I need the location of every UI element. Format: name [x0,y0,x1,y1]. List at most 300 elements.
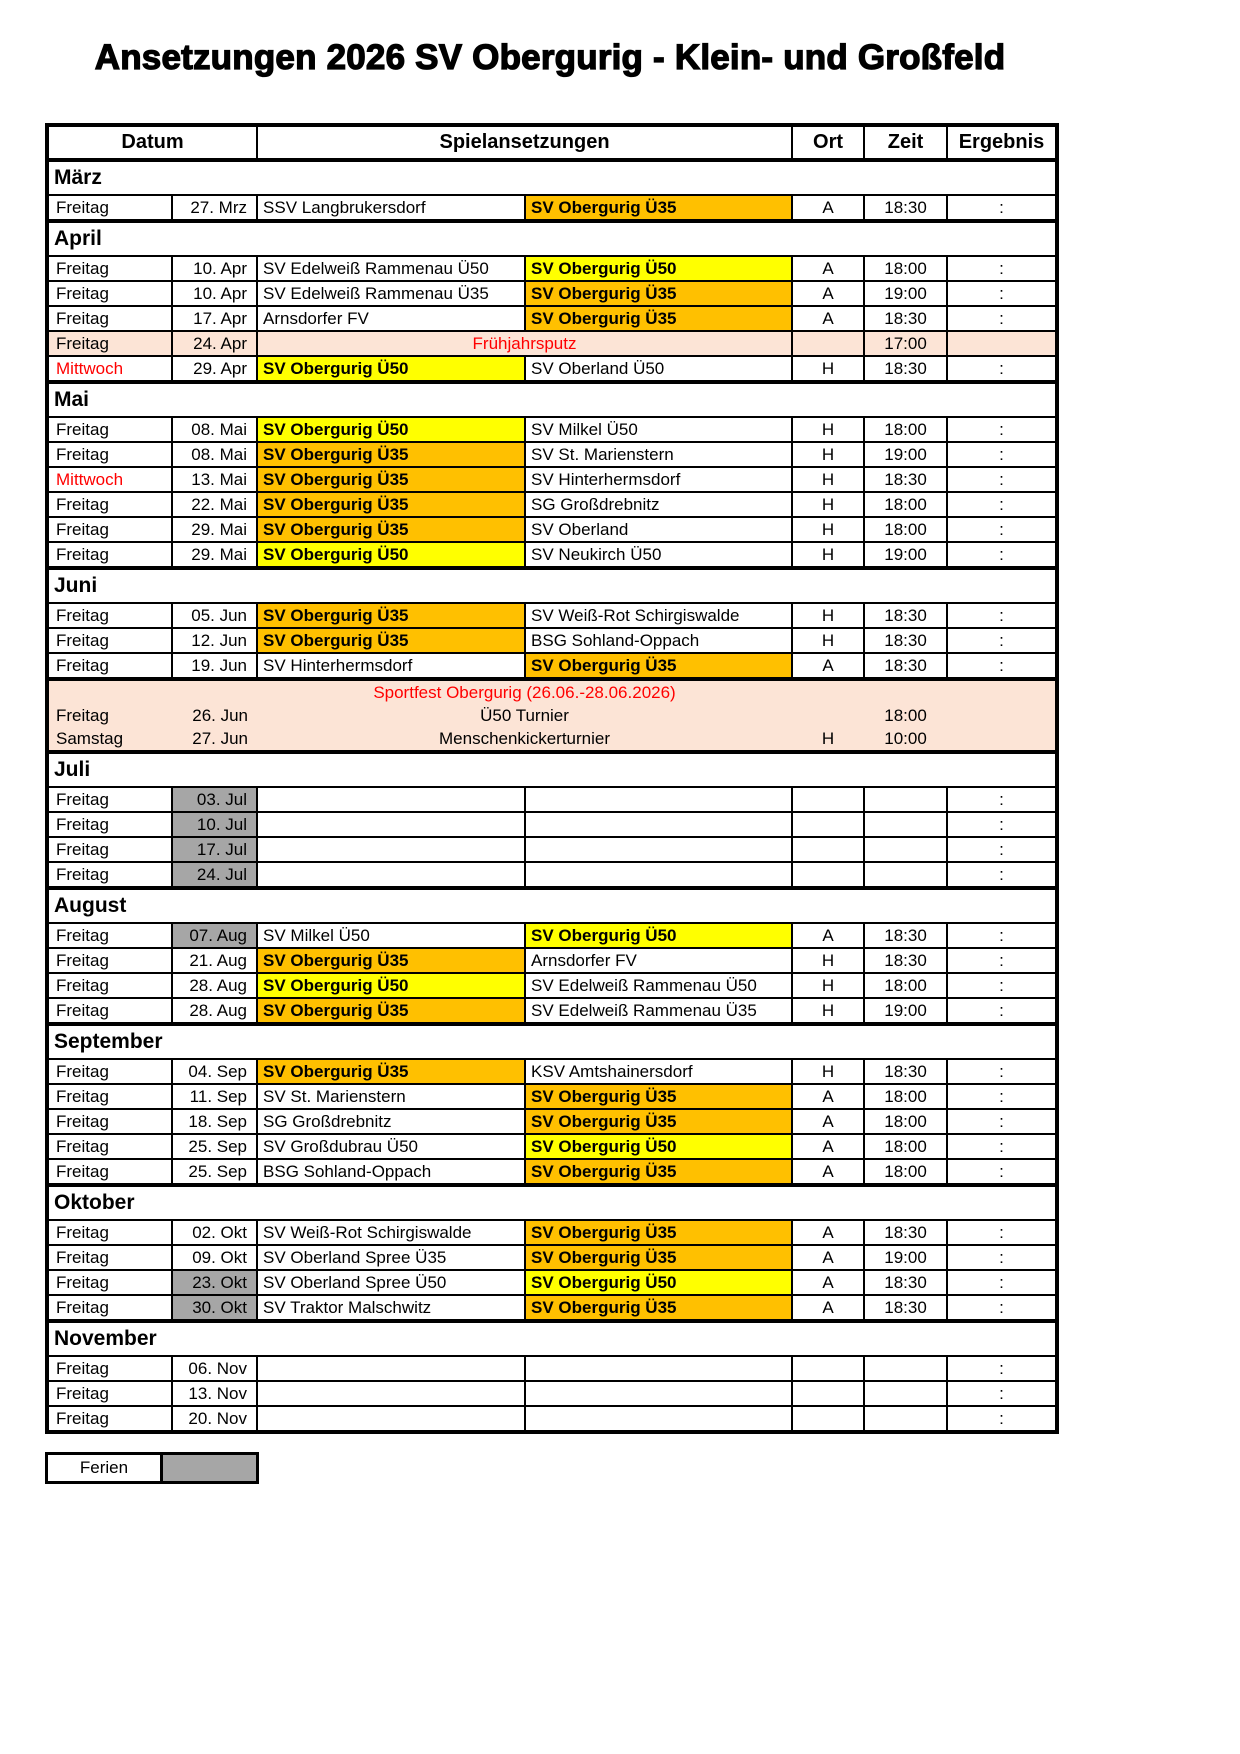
day-cell: Mittwoch [47,356,172,382]
home-team-cell: SV Weiß-Rot Schirgiswalde [257,1220,525,1245]
month-header-row [47,568,1057,603]
away-team-cell: SV Obergurig Ü35 [525,653,792,679]
home-team-cell [257,787,525,812]
ergebnis-cell: : [947,492,1057,517]
match-row [47,603,1057,628]
match-row [47,948,1057,973]
month-header-row [47,1024,1057,1059]
ort-cell: A [792,1084,864,1109]
ergebnis-cell: : [947,1295,1057,1321]
zeit-cell: 18:00 [864,1159,947,1185]
home-team-cell: SV Obergurig Ü50 [257,417,525,442]
ergebnis-cell: : [947,306,1057,331]
home-team-cell [257,1406,525,1432]
home-team-cell [257,812,525,837]
column-header-datum: Datum [47,125,257,160]
match-row [47,1084,1057,1109]
ergebnis-cell: : [947,195,1057,221]
match-row [47,542,1057,568]
date-cell: 25. Sep [172,1159,257,1185]
ort-cell [792,812,864,837]
ergebnis-cell [947,331,1057,356]
match-row [47,1295,1057,1321]
zeit-cell: 18:30 [864,628,947,653]
ergebnis-cell: : [947,1159,1057,1185]
date-cell: 26. Jun [172,704,257,727]
zeit-cell: 19:00 [864,998,947,1024]
match-row [47,492,1057,517]
match-row [47,1220,1057,1245]
match-row [47,442,1057,467]
zeit-cell [864,787,947,812]
away-team-cell [525,862,792,888]
date-cell: 04. Sep [172,1059,257,1084]
column-header-zeit: Zeit [864,125,947,160]
month-header-row [47,752,1057,787]
day-cell: Freitag [47,195,172,221]
day-cell [47,679,172,704]
home-team-cell: SV Obergurig Ü35 [257,998,525,1024]
home-team-cell: SSV Langbrukersdorf [257,195,525,221]
ort-cell: H [792,542,864,568]
zeit-cell: 18:30 [864,1295,947,1321]
ort-cell: A [792,256,864,281]
ort-cell [792,787,864,812]
match-row [47,467,1057,492]
zeit-cell: 19:00 [864,281,947,306]
match-row [47,998,1057,1024]
zeit-cell [864,862,947,888]
day-cell: Freitag [47,1381,172,1406]
ergebnis-cell: : [947,281,1057,306]
home-team-cell: Arnsdorfer FV [257,306,525,331]
event-name-cell: Ü50 Turnier [257,704,792,727]
away-team-cell: SV Obergurig Ü50 [525,256,792,281]
ort-cell [792,1381,864,1406]
away-team-cell: KSV Amtshainersdorf [525,1059,792,1084]
match-row [47,1059,1057,1084]
date-cell: 30. Okt [172,1295,257,1321]
home-team-cell: SV Obergurig Ü35 [257,1059,525,1084]
date-cell: 29. Mai [172,542,257,568]
away-team-cell: Arnsdorfer FV [525,948,792,973]
day-cell: Freitag [47,787,172,812]
month-label: Oktober [47,1185,1057,1220]
away-team-cell: SV Obergurig Ü35 [525,1084,792,1109]
header-row [47,125,1057,160]
ergebnis-cell [947,727,1057,752]
ort-cell [792,331,864,356]
home-team-cell [257,837,525,862]
day-cell: Freitag [47,1059,172,1084]
day-cell: Freitag [47,1084,172,1109]
away-team-cell: SV Obergurig Ü35 [525,1220,792,1245]
home-team-cell: SV Obergurig Ü50 [257,542,525,568]
date-cell [172,679,257,704]
sportfest-event-row [47,704,1057,727]
ort-cell: A [792,1109,864,1134]
ergebnis-cell: : [947,812,1057,837]
ergebnis-cell: : [947,1134,1057,1159]
home-team-cell: SV Edelweiß Rammenau Ü35 [257,281,525,306]
day-cell: Freitag [47,442,172,467]
away-team-cell: SV Obergurig Ü35 [525,1109,792,1134]
home-team-cell: SV Hinterhermsdorf [257,653,525,679]
date-cell: 21. Aug [172,948,257,973]
away-team-cell [525,1406,792,1432]
match-row [47,1159,1057,1185]
away-team-cell: SV Milkel Ü50 [525,417,792,442]
away-team-cell [525,812,792,837]
legend-ferien-swatch [163,1455,256,1481]
home-team-cell: SV Milkel Ü50 [257,923,525,948]
ort-cell: A [792,1270,864,1295]
day-cell: Freitag [47,973,172,998]
month-label: April [47,221,1057,256]
ergebnis-cell: : [947,417,1057,442]
zeit-cell: 18:30 [864,467,947,492]
day-cell: Freitag [47,1220,172,1245]
ergebnis-cell: : [947,923,1057,948]
home-team-cell: SV Traktor Malschwitz [257,1295,525,1321]
sportfest-event-row [47,727,1057,752]
date-cell: 13. Nov [172,1381,257,1406]
day-cell: Freitag [47,603,172,628]
ort-cell: A [792,1245,864,1270]
zeit-cell [864,1381,947,1406]
column-header-spielansetzungen: Spielansetzungen [257,125,792,160]
match-row [47,628,1057,653]
date-cell: 19. Jun [172,653,257,679]
month-label: Juni [47,568,1057,603]
match-row [47,653,1057,679]
zeit-cell [864,812,947,837]
zeit-cell: 18:00 [864,256,947,281]
month-label: März [47,160,1057,195]
date-cell: 10. Jul [172,812,257,837]
away-team-cell: SV Obergurig Ü35 [525,306,792,331]
zeit-cell: 18:30 [864,1270,947,1295]
home-team-cell: SV Obergurig Ü35 [257,517,525,542]
ergebnis-cell: : [947,628,1057,653]
match-row [47,1356,1057,1381]
zeit-cell: 18:00 [864,517,947,542]
date-cell: 28. Aug [172,998,257,1024]
ort-cell [792,862,864,888]
match-row [47,1406,1057,1432]
home-team-cell: SV Obergurig Ü35 [257,628,525,653]
date-cell: 17. Jul [172,837,257,862]
ort-cell: H [792,492,864,517]
ergebnis-cell [947,704,1057,727]
zeit-cell [864,1406,947,1432]
ort-cell: H [792,948,864,973]
ergebnis-cell: : [947,1356,1057,1381]
date-cell: 06. Nov [172,1356,257,1381]
zeit-cell: 19:00 [864,442,947,467]
away-team-cell: SV Edelweiß Rammenau Ü50 [525,973,792,998]
zeit-cell: 18:00 [864,704,947,727]
home-team-cell [257,1381,525,1406]
match-row [47,1109,1057,1134]
zeit-cell: 18:30 [864,1059,947,1084]
match-row [47,862,1057,888]
month-label: August [47,888,1057,923]
match-row [47,256,1057,281]
away-team-cell: SV Obergurig Ü50 [525,923,792,948]
ort-cell: A [792,1220,864,1245]
ort-cell: H [792,356,864,382]
day-cell: Freitag [47,417,172,442]
away-team-cell: SV Obergurig Ü35 [525,281,792,306]
zeit-cell: 18:00 [864,1109,947,1134]
day-cell: Freitag [47,1134,172,1159]
ergebnis-cell: : [947,948,1057,973]
ort-cell [792,704,864,727]
day-cell: Freitag [47,998,172,1024]
date-cell: 29. Apr [172,356,257,382]
match-row [47,923,1057,948]
day-cell: Freitag [47,542,172,568]
date-cell: 27. Jun [172,727,257,752]
sportfest-title-row [47,679,1057,704]
ort-cell: H [792,727,864,752]
home-team-cell: SV Edelweiß Rammenau Ü50 [257,256,525,281]
ergebnis-cell: : [947,1270,1057,1295]
away-team-cell: SV Obergurig Ü50 [525,1134,792,1159]
home-team-cell [257,1356,525,1381]
away-team-cell: SV Oberland [525,517,792,542]
zeit-cell: 18:00 [864,492,947,517]
day-cell: Freitag [47,1159,172,1185]
day-cell: Freitag [47,1356,172,1381]
ergebnis-cell: : [947,653,1057,679]
match-row [47,195,1057,221]
ort-cell: A [792,195,864,221]
page-title: Ansetzungen 2026 SV Obergurig - Klein- und Großfeld [94,38,1006,77]
ort-cell: H [792,517,864,542]
date-cell: 10. Apr [172,281,257,306]
table-header [47,125,1057,160]
ergebnis-cell: : [947,467,1057,492]
zeit-cell: 18:00 [864,1084,947,1109]
zeit-cell: 18:30 [864,923,947,948]
month-label: September [47,1024,1057,1059]
zeit-cell: 10:00 [864,727,947,752]
ergebnis-cell: : [947,356,1057,382]
zeit-cell: 18:30 [864,356,947,382]
ergebnis-cell: : [947,1381,1057,1406]
ergebnis-cell: : [947,256,1057,281]
away-team-cell: SV St. Marienstern [525,442,792,467]
home-team-cell: SV Obergurig Ü35 [257,948,525,973]
ergebnis-cell: : [947,998,1057,1024]
match-row [47,837,1057,862]
day-cell: Freitag [47,331,172,356]
day-cell: Freitag [47,812,172,837]
zeit-cell [864,837,947,862]
event-name-cell: Menschenkickerturnier [257,727,792,752]
date-cell: 22. Mai [172,492,257,517]
ergebnis-cell: : [947,442,1057,467]
away-team-cell: SV Obergurig Ü50 [525,1270,792,1295]
ort-cell: H [792,442,864,467]
day-cell: Mittwoch [47,467,172,492]
month-header-row [47,221,1057,256]
home-team-cell: SV St. Marienstern [257,1084,525,1109]
home-team-cell: SV Obergurig Ü50 [257,973,525,998]
match-row [47,973,1057,998]
zeit-cell [864,679,947,704]
match-row [47,787,1057,812]
match-row [47,1245,1057,1270]
day-cell: Freitag [47,704,172,727]
day-cell: Freitag [47,1245,172,1270]
ort-cell: H [792,973,864,998]
away-team-cell: SV Hinterhermsdorf [525,467,792,492]
zeit-cell: 18:30 [864,603,947,628]
day-cell: Freitag [47,628,172,653]
match-row [47,356,1057,382]
zeit-cell: 18:30 [864,1220,947,1245]
day-cell: Freitag [47,653,172,679]
day-cell: Freitag [47,923,172,948]
month-header-row [47,1321,1057,1356]
home-team-cell: SV Großdubrau Ü50 [257,1134,525,1159]
away-team-cell [525,1381,792,1406]
date-cell: 07. Aug [172,923,257,948]
zeit-cell: 19:00 [864,1245,947,1270]
ergebnis-cell [947,679,1057,704]
away-team-cell [525,837,792,862]
home-team-cell: SV Obergurig Ü35 [257,442,525,467]
column-header-ort: Ort [792,125,864,160]
ort-cell: A [792,281,864,306]
zeit-cell: 18:00 [864,1134,947,1159]
away-team-cell: SG Großdrebnitz [525,492,792,517]
away-team-cell: BSG Sohland-Oppach [525,628,792,653]
date-cell: 02. Okt [172,1220,257,1245]
day-cell: Freitag [47,948,172,973]
home-team-cell [257,862,525,888]
ort-cell: A [792,923,864,948]
ort-cell: A [792,653,864,679]
home-team-cell: BSG Sohland-Oppach [257,1159,525,1185]
day-cell: Freitag [47,837,172,862]
ergebnis-cell: : [947,1406,1057,1432]
home-team-cell: SV Oberland Spree Ü50 [257,1270,525,1295]
ort-cell: H [792,467,864,492]
zeit-cell: 18:30 [864,653,947,679]
day-cell: Freitag [47,281,172,306]
match-row [47,517,1057,542]
home-team-cell: SV Obergurig Ü35 [257,603,525,628]
date-cell: 05. Jun [172,603,257,628]
date-cell: 10. Apr [172,256,257,281]
away-team-cell [525,787,792,812]
month-header-row [47,888,1057,923]
day-cell: Freitag [47,517,172,542]
ort-cell: A [792,306,864,331]
away-team-cell: SV Obergurig Ü35 [525,1159,792,1185]
date-cell: 24. Apr [172,331,257,356]
ort-cell [792,1406,864,1432]
month-header-row [47,160,1057,195]
away-team-cell: SV Weiß-Rot Schirgiswalde [525,603,792,628]
day-cell: Freitag [47,862,172,888]
day-cell: Freitag [47,492,172,517]
match-row [47,417,1057,442]
ergebnis-cell: : [947,1084,1057,1109]
month-label: Juli [47,752,1057,787]
ergebnis-cell: : [947,787,1057,812]
away-team-cell [525,1356,792,1381]
sportfest-title: Sportfest Obergurig (26.06.-28.06.2026) [257,679,792,704]
ort-cell: H [792,628,864,653]
date-cell: 12. Jun [172,628,257,653]
month-header-row [47,382,1057,417]
away-team-cell: SV Obergurig Ü35 [525,195,792,221]
date-cell: 27. Mrz [172,195,257,221]
ort-cell [792,679,864,704]
legend-ferien-label: Ferien [48,1455,163,1481]
zeit-cell: 17:00 [864,331,947,356]
match-row [47,1381,1057,1406]
home-team-cell: SG Großdrebnitz [257,1109,525,1134]
date-cell: 13. Mai [172,467,257,492]
date-cell: 03. Jul [172,787,257,812]
zeit-cell: 19:00 [864,542,947,568]
table-body [47,160,1057,1432]
event-row [47,331,1057,356]
match-row [47,306,1057,331]
date-cell: 18. Sep [172,1109,257,1134]
match-row [47,1270,1057,1295]
match-row [47,281,1057,306]
day-cell: Freitag [47,306,172,331]
date-cell: 08. Mai [172,442,257,467]
month-label: Mai [47,382,1057,417]
zeit-cell: 18:30 [864,306,947,331]
ergebnis-cell: : [947,837,1057,862]
zeit-cell: 18:30 [864,195,947,221]
away-team-cell: SV Obergurig Ü35 [525,1245,792,1270]
date-cell: 20. Nov [172,1406,257,1432]
day-cell: Freitag [47,256,172,281]
event-name-cell: Frühjahrsputz [257,331,792,356]
ort-cell: A [792,1159,864,1185]
ergebnis-cell: : [947,1109,1057,1134]
home-team-cell: SV Obergurig Ü35 [257,492,525,517]
legend [45,1452,259,1484]
ergebnis-cell: : [947,1059,1057,1084]
day-cell: Freitag [47,1270,172,1295]
ort-cell: A [792,1295,864,1321]
ort-cell: H [792,1059,864,1084]
ort-cell [792,837,864,862]
day-cell: Freitag [47,1109,172,1134]
ergebnis-cell: : [947,542,1057,568]
ort-cell: H [792,603,864,628]
column-header-ergebnis: Ergebnis [947,125,1057,160]
home-team-cell: SV Obergurig Ü35 [257,467,525,492]
zeit-cell: 18:00 [864,973,947,998]
away-team-cell: SV Edelweiß Rammenau Ü35 [525,998,792,1024]
ergebnis-cell: : [947,1220,1057,1245]
date-cell: 09. Okt [172,1245,257,1270]
date-cell: 11. Sep [172,1084,257,1109]
home-team-cell: SV Obergurig Ü50 [257,356,525,382]
